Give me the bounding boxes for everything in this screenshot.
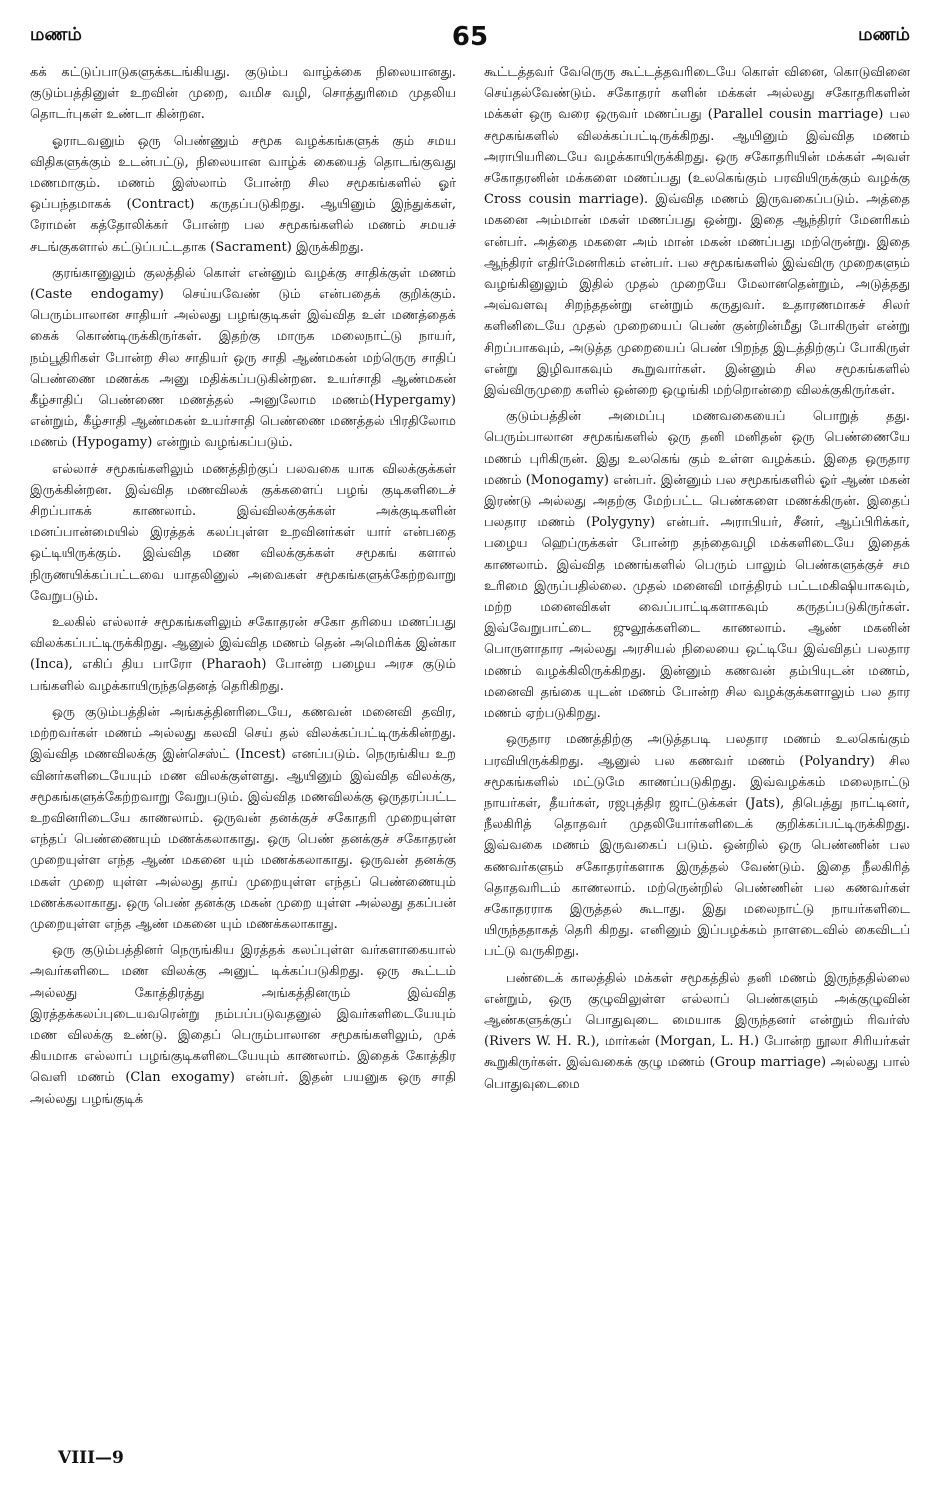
paragraph: ஒருதார மணத்திற்கு அடுத்தபடி பலதார மணம் உலகெங்கும் பரவியிருக்கிறது. ஆனுல் பல கணவர் மணம் (Polyandry) சில சமூகங்களில் மட்டுமே காணப்படுகிறது. இவ்வழக்கம் மலைநாட்டு நாயர்கள், தீயர்கள், ரஜபுத்திர ஜாட்டுக்கள் (Jats), திபெத்து நாட்டினர், நீலகிரித் தொதவர் முதலியோர்களிடைக் குறிக்கப்பட்டிருக்கிறது. இவ்வகை மணம் இருவகைப் படும். ஒன்றில் ஒரு பெண்ணின் பல கணவர்களும் சகோதரர்களாக இருத்தல் வேண்டும். இதை நீலகிரித் தொதவரிடம் காணலாம். மற்ருென்றில் பெண்ணின் பல கணவர்கள் சகோதரராக இருத்தல் கூடாது. இது மலைநாட்டு நாயர்களிடை யிருந்ததாகத் தெரி கிறது. எனினும் இப்பழக்கம் நாளடைவில் கைவிடப் பட்டு வருகிறது. — [484, 732, 910, 960]
signature-mark: VIII—9 — [58, 1448, 124, 1468]
paragraph: பண்டைக் காலத்தில் மக்கள் சமூகத்தில் தனி மணம் இருந்ததில்லை என்றும், ஒரு குழுவிலுள்ள எல்லாப் பெண்களும் அக்குழுவின் ஆண்களுக்குப் பொதுவுடை மையாக இருந்தனர் என்றும் ரிவர்ஸ் (Rivers W. H. R.), மார்கன் (Morgan, L. H.) போன்ற நூலா சிரியர்கள் கூறுகிருர்கள். இவ்வகைக் குழு மணம் (Group marriage) அல்லது பால் பொதுவுடைமை — [484, 970, 910, 1092]
page-number: 65 — [451, 22, 489, 52]
running-head-right: மணம் — [858, 24, 910, 45]
paragraph: உலகில் எல்லாச் சமூகங்களிலும் சகோதரன் சகோ தரியை மணப்பது விலக்கப்பட்டிருக்கிறது. ஆனுல் இவ்வித மணம் தென் அமெரிக்க இன்கா (Inca), எகிப் திய பாரோ (Pharaoh) போன்ற பழைய அரச குடும் பங்களில் வழக்காயிருந்ததெனத் தெரிகிறது. — [30, 615, 456, 694]
paragraph: ஒரு குடும்பத்தின் அங்கத்தினரிடையே, கணவன் மனைவி தவிர, மற்றவர்கள் மணம் அல்லது கலவி செய் தல் விலக்கப்பட்டிருக்கின்றது. இவ்வித மணவிலக்கு இன்செஸ்ட் (Incest) எனப்படும். நெருங்கிய உற வினர்களிடையேயும் மண விலக்குள்ளது. ஆயினும் இவ்வித விலக்கு, சமூகங்களுக்கேற்றவாறு வேறுபடும். இவ்வித மணவிலக்கு ஒருதரப்பட்ட உறவினரிடையே காணலாம். ஒருவன் தனக்குச் சகோதரி முறையுள்ள எந்தப் பெண்ணையும் மணக்கலாகாது. ஒரு பெண் தனக்குச் சகோதரன் முறையுள்ள எந்த ஆண் மகனை யும் மணக்கலாகாது. ஒருவன் தனக்கு மகள் முறை யுள்ள அல்லது தாய் முறையுள்ள எந்தப் பெண்ணையும் மணக்கலாகாது. ஒரு பெண் தனக்கு மகன் முறை யுள்ள அல்லது தகப்பன் முறையுள்ள எந்த ஆண் மகனை யும் மணக்கலாகாது. — [30, 704, 456, 932]
paragraph: குடும்பத்தின் அமைப்பு மணவகையைப் பொறுத் தது. பெரும்பாலான சமூகங்களில் ஒரு தனி மனிதன் ஒரு பெண்ணையே மணம் புரிகிருன். இது உலகெங் கும் உள்ள வழக்கம். இதை ஒருதார மணம் (Monogamy) என்பர். இன்னும் பல சமூகங்களில் ஓர் ஆண் மகன் இரண்டு அல்லது அதற்கு மேற்பட்ட பெண்களை மணக்கிருன். இதைப் பலதார மணம் (Polygyny) என்பர். அராபியர், சீனர், ஆப்பிரிக்கர், பழைய ஹெப்ருக்கள் போன்ற தந்தைவழி மக்களிடையே இதைக் காணலாம். இவ்வித மணங்களில் பெரும் பாலும் பெண்களுக்குச் சம உரிமை இருப்பதில்லை. முதல் மனைவி மாத்திரம் பட்டமகிஷியாகவும், மற்ற மனைவிகள் வைப்பாட்டிகளாகவும் கருதப்படுகிருர்கள். இவ்வேறுபாட்டை ஜுலூக்களிடை காணலாம். ஆண் மகனின் பொருளாதார அல்லது அரசியல் நிலையை ஒட்டியே இவ்விதப் பலதார மணம் வழக்கிலிருக்கிறது. இன்னும் கணவன் தம்பியுடன் மணம், மனைவி தங்கை யுடன் மணம் போன்ற சில வழக்குக்களாலும் பல தார மணம் ஏற்படுகிறது. — [484, 409, 910, 722]
paragraph: கக் கட்டுப்பாடுகளுக்கடங்கியது. குடும்ப வாழ்க்கை நிலையானது. குடும்பத்தினுள் உறவின் முறை, வமிச வழி, சொத்துரிமை முதலிய தொடர்புகள் உண்டா கின்றன. — [30, 65, 456, 123]
running-head-left: மணம் — [30, 24, 82, 45]
paragraph: கூட்டத்தவர் வேருெரு கூட்டத்தவரிடையே கொள் வினை, கொடுவினை செய்தல்வேண்டும். சகோதரர் களின் மக்கள் அல்லது சகோதரிகளின் மக்கள் ஒரு வரை ஒருவர் மணப்பது (Parallel cousin marriage) பல சமூகங்களில் விலக்கப்பட்டிருக்கிறது. ஆயினும் இவ்வித மணம் அராபியரிடையே வழக்காயிருக்கிறது. ஒரு சகோதரியின் மக்கள் அவள் சகோதரனின் மக்களை மணப்பது (உலகெங்கும் பரவியிருக்கும் வழக்கு Cross cousin marriage). இவ்வித மணம் இருவகைப்படும். அத்தை மகனை அம்மான் மகள் மணப்பது ஒன்று. இதை ஆந்திரர் மேனரிகம் என்பர். அத்தை மகளை அம் மான் மகன் மணப்பது மற்ருென்று. இதை ஆந்திரர் எதிர்மேனரிகம் என்பர். பல சமூகங்களில் இவ்விரு முறைகளும் வழங்கினுலும் இதில் முதல் முறையே மேலானதென்றும், அடுத்தது அவ்வளவு சிறந்ததன்று என்றும் கருதுவர். உதாரணமாகச் சிலர் களினிடையே முதல் முறையைப் பெண் குன்றின்மீது போகிருள் என்று சிறப்பாகவும், அடுத்த முறையைப் பெண் பிறந்த இடத்திற்குப் போகிருள் என்று இழிவாகவும் கூறுவார்கள். இன்னும் சில சமூகங்களில் இவ்விருமுறை களில் ஒன்றை ஒழுங்கி மற்றொன்றை விலக்குகிருர்கள். — [484, 65, 910, 399]
body-columns — [30, 62, 910, 1440]
page-header — [30, 22, 910, 56]
paragraph: எல்லாச் சமூகங்களிலும் மணத்திற்குப் பலவகை யாக விலக்குக்கள் இருக்கின்றன. இவ்வித மணவிலக் குக்களைப் பழங் குடிகளிடைச் சிறப்பாகக் காணலாம். இவ்விலக்குக்கள் அக்குடிகளின் மனப்பான்மையில் இரத்தக் கலப்புள்ள உறவினர்கள் யார் என்பதை ஒட்டியிருக்கும். இவ்வித மண விலக்குக்கள் சமூகங் களால் நிருணயிக்கப்பட்டவை யாதலினுல் அவைகள் சமூகங்களுக்கேற்றவாறு வேறுபடும். — [30, 461, 456, 604]
paragraph: ஒரு குடும்பத்தினர் நெருங்கிய இரத்தக் கலப்புள்ள வர்களாகையால் அவர்களிடை மண விலக்கு அனுட் டிக்கப்படுகிறது. ஒரு கூட்டம் அல்லது கோத்திரத்து அங்கத்தினரும் இவ்வித இரத்தக்கலப்புடையவரென்று நம்பப்படுவதனுல் இவர்களிடையேயும் மண விலக்கு உண்டு. இதைப் பெரும்பாலான சமூகங்களிலும், முக் கியமாக எல்லாப் பழங்குடிகளிடையேயும் காணலாம். இதைக் கோத்திர வெளி மணம் (Clan exogamy) என்பர். இதன் பயனுக ஒரு சாதி அல்லது பழங்குடிக் — [30, 943, 456, 1107]
right-column — [484, 62, 910, 1440]
paragraph: குரங்கானுலும் குலத்தில் கொள் என்னும் வழக்கு சாதிக்குள் மணம் (Caste endogamy) செய்யவேண் டும் என்பதைக் குறிக்கும். பெரும்பாலான சாதியர் அல்லது பழங்குடிகள் இவ்வித உள் மணத்தைக் கைக் கொண்டிருக்கிருர்கள். இதற்கு மாருக மலைநாட்டு நாயர், நம்பூதிரிகள் போன்ற சில சாதியர் ஒரு சாதி ஆண்மகன் மற்ருெரு சாதிப் பெண்ணை மணக்க அனு மதிக்கப்படுகின்றன. உயர்சாதி ஆண்மகன் கீழ்சாதிப் பெண்ணை மணத்தல் அனுலோம மணம்(Hypergamy) என்றும், கீழ்சாதி ஆண்மகன் உயர்சாதி பெண்ணை மணத்தல் பிரதிலோம மணம் (Hypogamy) என்றும் வழங்கப்படும். — [30, 265, 456, 451]
left-column — [30, 62, 456, 1440]
paragraph: ஓராடவனும் ஒரு பெண்ணும் சமூக வழக்கங்களுக் கும் சமய விதிகளுக்கும் உடன்பட்டு, நிலையான வாழ்க் கையைத் தொடங்குவது மணமாகும். மணம் இஸ்லாம் போன்ற சில சமூகங்களில் ஓர் ஒப்பந்தமாகக் (Contract) கருதப்படுகிறது. ஆயினும் இந்துக்கள், ரோமன் கத்தோலிக்கர் போன்ற பல சமூகங்களில் மணம் சமயச் சடங்குகளால் கட்டுப்பட்டதாக (Sacrament) இருக்கிறது. — [30, 133, 456, 255]
